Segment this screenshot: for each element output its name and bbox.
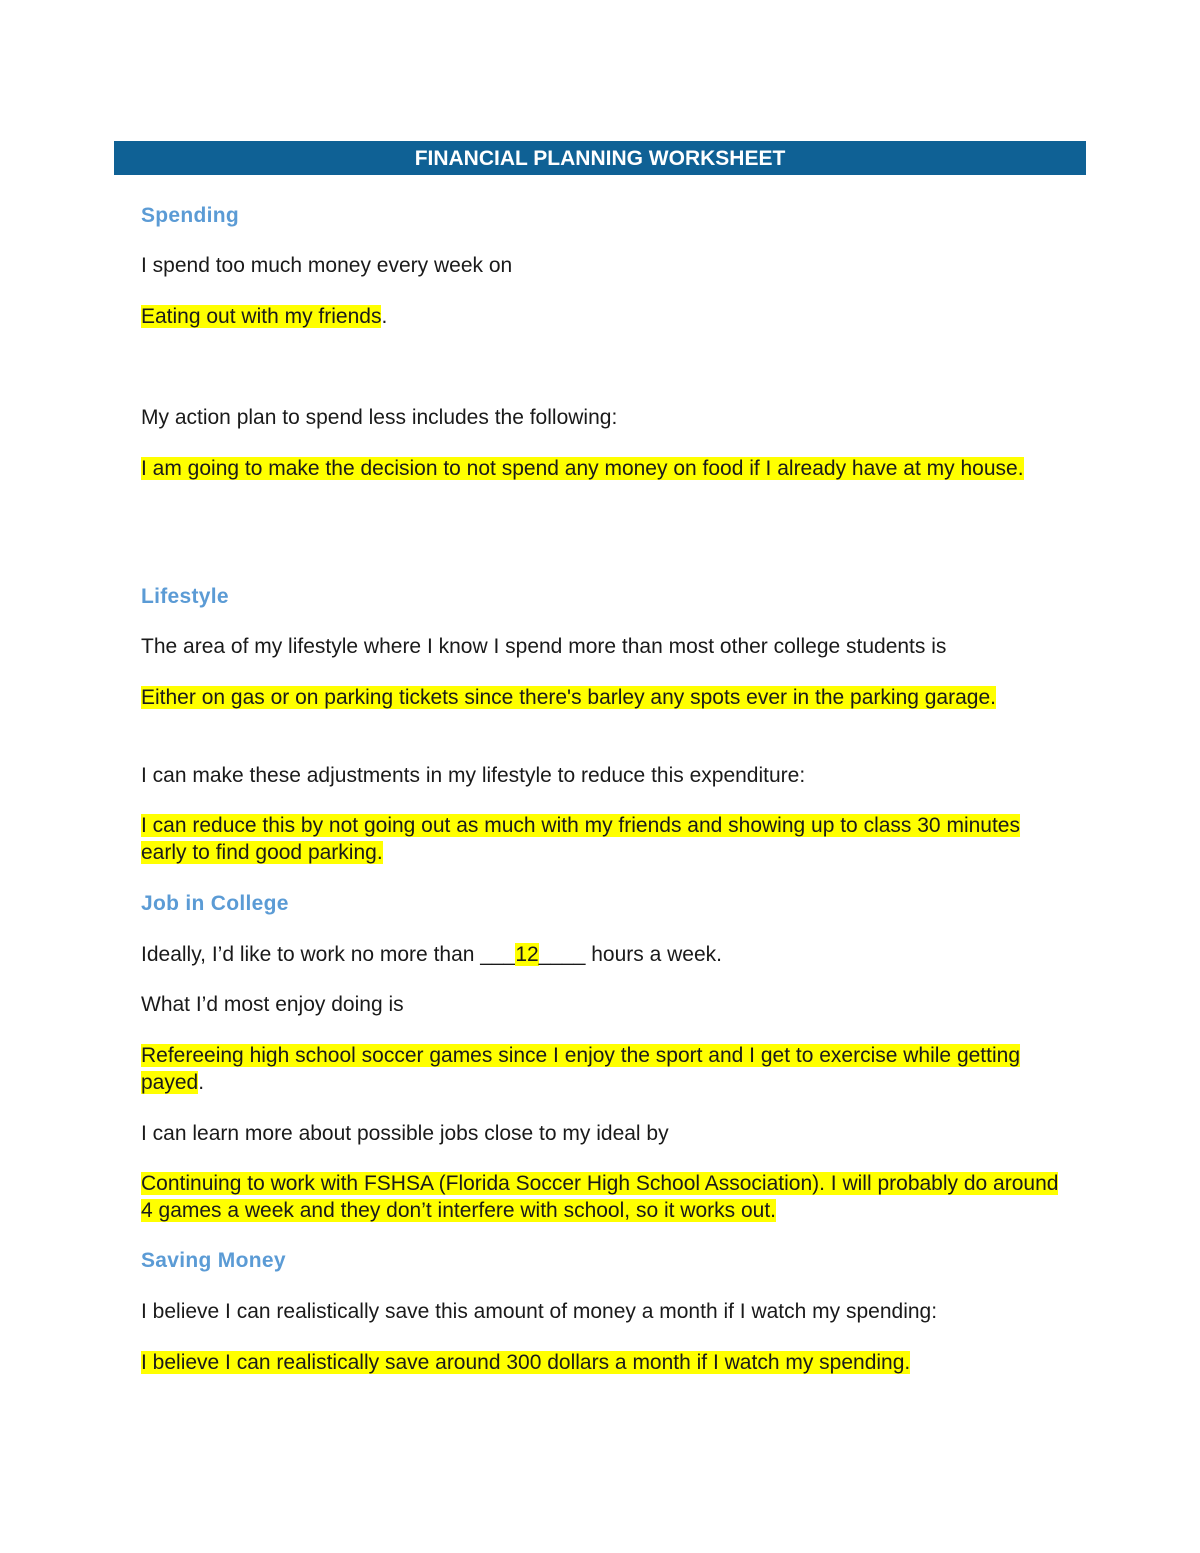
job-prompt-enjoy: What I’d most enjoy doing is: [141, 993, 404, 1016]
job-prompt-learn: I can learn more about possible jobs close to my ideal by: [141, 1122, 669, 1145]
section-heading-saving: Saving Money: [141, 1249, 286, 1272]
lifestyle-answer-adjustments: [141, 812, 1071, 866]
worksheet-title: FINANCIAL PLANNING WORKSHEET: [114, 141, 1086, 175]
section-heading-spending: Spending: [141, 204, 240, 227]
job-hours-line: [141, 941, 1071, 968]
highlighted-answer: I can reduce this by not going out as much with my friends and showing up to class 30 minutes early to find good parking.: [141, 814, 1020, 864]
answer-trailing-punctuation: .: [198, 1071, 205, 1094]
highlighted-answer: Eating out with my friends: [141, 305, 382, 328]
job-answer-enjoy: [141, 1042, 1071, 1096]
answer-trailing-punctuation: .: [381, 305, 388, 328]
hours-suffix: ____ hours a week.: [538, 943, 722, 966]
highlighted-answer: Refereeing high school soccer games since I enjoy the sport and I get to exercise while getting payed: [141, 1044, 1020, 1094]
section-heading-lifestyle: Lifestyle: [141, 585, 229, 608]
saving-answer: [141, 1349, 1071, 1376]
highlighted-answer: Either on gas or on parking tickets since there's barley any spots ever in the parking garage.: [141, 686, 996, 709]
lifestyle-answer-area: [141, 684, 1071, 711]
lifestyle-prompt-adjustments: I can make these adjustments in my lifestyle to reduce this expenditure:: [141, 764, 806, 787]
highlighted-answer: I am going to make the decision to not spend any money on food if I already have at my house.: [141, 457, 1024, 480]
spending-answer-action-plan: [141, 455, 1071, 482]
job-answer-learn: [141, 1170, 1071, 1224]
hours-prefix: Ideally, I’d like to work no more than ___: [141, 943, 516, 966]
hours-value: 12: [515, 943, 539, 966]
highlighted-answer: I believe I can realistically save around 300 dollars a month if I watch my spending.: [141, 1351, 911, 1374]
saving-prompt: I believe I can realistically save this amount of money a month if I watch my spending:: [141, 1300, 938, 1323]
highlighted-answer: Continuing to work with FSHSA (Florida Soccer High School Association). I will probably do around 4 games a week and they don’t interfere with school, so it works out.: [141, 1172, 1059, 1222]
spending-prompt-weekly: I spend too much money every week on: [141, 254, 513, 277]
section-heading-job: Job in College: [141, 892, 289, 915]
lifestyle-prompt-area: The area of my lifestyle where I know I spend more than most other college students is: [141, 635, 947, 658]
spending-prompt-action-plan: My action plan to spend less includes the following:: [141, 406, 618, 429]
spending-answer-weekly: [141, 303, 1071, 330]
